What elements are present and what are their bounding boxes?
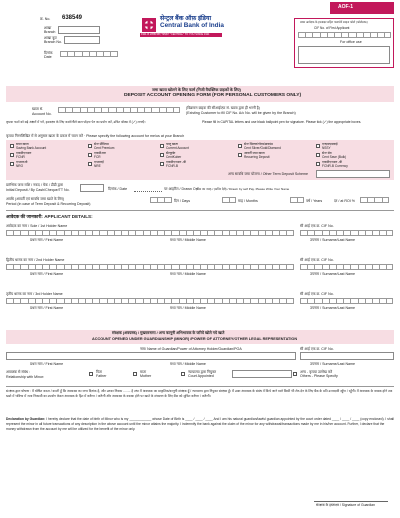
account-type-checkbox[interactable]	[88, 144, 92, 148]
holder-name-label: द्वितीय धारक का नाम / 2nd Holder Name	[6, 258, 65, 262]
account-type-checkbox[interactable]	[316, 144, 320, 148]
branch-code-label: Branch No.	[44, 40, 62, 44]
account-type-label: बचत खाता Saving Bank Account	[16, 142, 47, 150]
years-label: वर्ष / Years	[306, 199, 323, 203]
bank-name-hi: सेन्ट्रल बैंक ऑफ़ इंडिया	[160, 15, 212, 22]
account-type-checkbox[interactable]	[238, 153, 242, 157]
holder-name-input[interactable]	[6, 264, 294, 270]
holder-name-input[interactable]	[6, 298, 294, 304]
initial-deposit-label-hi: प्रारंभिक जमा राशि / नकद / चेक / डीडी द्वारा	[6, 183, 63, 187]
guardian-first-label: प्रथम नाम / First Name	[30, 362, 64, 366]
form-title-hi: जमा खाता खोलने के लिए फार्म (निजी वैयक्तिक ग्राहकों के लिए)	[152, 87, 241, 92]
holder-first-name-label: प्रथम नाम / First Name	[30, 272, 64, 276]
drawn-on-bank-label: (बैंक का नाम) / (सविर देशे) / Drawn by self Pay. Please Write Your Name	[196, 187, 290, 191]
branch-code-input[interactable]	[64, 36, 100, 44]
holder-cif-input[interactable]	[300, 298, 393, 304]
guardian-middle-label: मध्य नाम / Middle Name	[170, 362, 206, 366]
guardian-name-label: नाम/ Name of Guardian/Power of Attorney Holder/Guardian/POA	[140, 347, 242, 351]
holder-surname-label: उपनाम / Surname/Last Name	[310, 272, 356, 276]
account-type-checkbox[interactable]	[10, 162, 14, 166]
account-type-checkbox[interactable]	[10, 153, 14, 157]
account-type-checkbox[interactable]	[238, 144, 242, 148]
holder-cif-label: सी आई एफ क्र. CIF No.	[300, 258, 334, 262]
photo-box-label-hi: प्रथम आवेदक के हस्ताक्षर सहित पासपोर्ट साइज फोटो (फोटोग्राफ)	[300, 20, 368, 24]
guardian-name-input[interactable]	[6, 352, 296, 360]
account-type-label: एफसीएनआर FCNR	[16, 151, 32, 159]
account-type-label: सेन्ट प्रीमियम Cent Premium	[94, 142, 115, 150]
account-type-checkbox[interactable]	[160, 144, 164, 148]
relation-option-label: पिता Father	[96, 370, 107, 379]
office-use-box[interactable]	[298, 46, 390, 64]
instructions-hi: कृपया फार्म को बड़े अक्षरों में भरें, हस्ताक्षर के लिए काले/नीले बाल पॉइन्ट पेन का प्रयोग करें, उचित बॉक्स में (✓) लगाएँ।	[6, 120, 146, 124]
relation-label-hi: अवयस्क से संबंध :	[6, 370, 31, 374]
serial-prefix: क्र. No.	[40, 17, 51, 21]
relation-option-label: न्यायालय द्वारा नियुक्त Court Appointed	[188, 370, 216, 379]
date-input[interactable]	[60, 51, 118, 57]
holder-cif-label: सी आई एफ क्र. CIF No.	[300, 224, 334, 228]
holder-middle-name-label: मध्य नाम / Middle Name	[170, 306, 206, 310]
account-type-checkbox[interactable]	[88, 162, 92, 166]
declaration-hi: संरक्षक द्वारा घोषणा : मैं घोषित करता / करती हूँ कि अवयस्क का जन्म दिनांक है, और उनका निवास ........ है तथा मैं अवयस्क का प्राकृतिक/कानूनी संरक्षक हूँ / न्यायालय द्वारा नियुक्त संरक्षक हूँ। मैं उक्त अवयस्क के संबंध में किये जाने वाले किसी भी लेन-देन के लिए बैंक के प्रति उत्तरदायी रहूँगा / रहूँगी। मैं अवयस्क के वयस्क होने तक खाते में भविष्य में जमा निकासी का उपयोग केवल अवयस्क के हित में करूँगा / करूँगी और अवयस्क के वयस्क होने पर खाते के संचालन के लिए बैंक को सूचित करूँगा / करूँगी।	[6, 389, 393, 398]
date-label: Date	[44, 55, 52, 59]
divider	[6, 210, 394, 211]
initial-amount-input[interactable]	[80, 184, 104, 192]
other-deposit-label: अन्य सावधि जमा योजना / Other Term Deposit Scheme	[228, 172, 309, 176]
form-code: AOF-1	[338, 4, 353, 10]
form-title: DEPOSIT ACCOUNT OPENING FORM (FOR PERSONAL CUSTOMERS ONLY)	[124, 93, 302, 98]
account-type-label: एफसीएनआर -बी FCNR-B	[166, 160, 186, 168]
account-type-label: एफसीआर FCR	[94, 151, 106, 159]
guardian-surname-label: उपनाम / Surname/Last Name	[310, 362, 356, 366]
deposit-date-label: दिनांक / Date	[108, 187, 128, 191]
account-select-label: कृपया निम्नलिखित में से अनुसार खाता के प्रकार में चयन करें · Please specify the following account for me/us at your Branch	[6, 134, 185, 138]
office-use-label: For office use	[340, 40, 362, 44]
guardian-heading: ACCOUNT OPENED UNDER GUARDIANSHIP (MINOR) /POWER OF ATTORNEY/OTHER LEGAL REPRESENTATION	[92, 337, 298, 341]
relation-checkbox[interactable]	[89, 372, 93, 376]
account-type-label: चालू खाता Current Account	[166, 142, 189, 150]
account-type-checkbox[interactable]	[160, 162, 164, 166]
branch-label: Branch	[44, 30, 56, 34]
account-type-checkbox[interactable]	[160, 153, 164, 157]
account-type-label: एनएसएसवाई NSSY	[322, 142, 338, 150]
account-type-label: आवर्ती जमा खाता Recurring Deposit	[244, 151, 270, 159]
account-type-label: सेंटकुबेर CentKuber	[166, 151, 182, 159]
holder-cif-label: सी आई एफ क्र. CIF No.	[300, 292, 334, 296]
holder-middle-name-label: मध्य नाम / Middle Name	[170, 272, 206, 276]
rate-label: दर / at ROI %	[334, 199, 355, 203]
years-input[interactable]	[290, 197, 304, 203]
signature-line[interactable]	[314, 501, 388, 502]
holder-name-label: आवेदक का नाम / Sole / 1st Holder Name	[6, 224, 68, 228]
relation-checkbox[interactable]	[293, 372, 297, 376]
relation-other-input[interactable]	[232, 370, 292, 378]
days-label: दिन / Days	[174, 199, 191, 203]
account-no-note-hi: (विद्यमान ग्राहक की सीआईएफ सं. खाता द्वारा ही भरनी है)	[186, 106, 260, 110]
cif-input[interactable]	[298, 32, 391, 38]
bank-name: Central Bank of India	[160, 22, 224, 29]
relation-checkbox[interactable]	[133, 372, 137, 376]
holder-surname-label: उपनाम / Surname/Last Name	[310, 238, 356, 242]
rate-input[interactable]	[360, 197, 389, 203]
other-deposit-input[interactable]	[316, 170, 390, 178]
relation-option-label: माता Mother	[140, 370, 152, 379]
guardian-heading-hi: संरक्षक (अवयस्क) / मुख्तारनामा / अन्य कानूनी अभिभावक के जरिये खोले गये खाते	[112, 331, 225, 335]
deposit-date-line[interactable]	[134, 191, 162, 192]
serial-number: 638549	[62, 15, 83, 21]
account-type-label: एनआरओ NRO	[16, 160, 28, 168]
account-no-note: (Existing Customer to fill CIF No. A/c No. will be given by the Branch)	[186, 111, 296, 115]
account-type-label: एफसीएनआर -बी FCNR-B Currency	[322, 160, 348, 168]
signature-label: संरक्षक के हस्ताक्षर / Signature of Guardian	[316, 503, 375, 507]
holder-cif-input[interactable]	[300, 230, 393, 236]
period-label: Period (in case of Term Deposit & Recurring Deposit)	[6, 202, 91, 206]
account-no-label-hi: खाता सं.	[32, 107, 44, 111]
months-label: माह / Months	[238, 199, 258, 203]
account-type-label: सेन्ट सेव Cent Save (Bulk)	[322, 151, 347, 159]
instructions: Please fill in CAPITAL letters and use black ballpoint pen for signature. Please tick (✓) the appropriate boxes.	[202, 120, 362, 124]
holder-middle-name-label: मध्य नाम / Middle Name	[170, 238, 206, 242]
account-type-checkbox[interactable]	[10, 144, 14, 148]
months-input[interactable]	[222, 197, 236, 203]
drawn-on-label: पर आहरित / Drawn On	[164, 187, 198, 191]
relation-label: Relationship with Minor:	[6, 375, 45, 379]
holder-name-input[interactable]	[6, 230, 294, 236]
branch-input[interactable]	[58, 26, 100, 34]
account-type-checkbox[interactable]	[316, 153, 320, 157]
holder-surname-label: उपनाम / Surname/Last Name	[310, 306, 356, 310]
account-type-checkbox[interactable]	[316, 162, 320, 166]
account-no-input[interactable]	[58, 107, 180, 113]
date-label-hi: दिनांक	[44, 51, 53, 55]
period-label-hi: अवधि (आवर्ती एवं सावधि जमा खाते के लिए)	[6, 197, 65, 201]
declaration-text: Declaration by Guardian: I hereby declare that the date of birth of Minor who is my ____________ whose Date of Birth is ____ / ____ / ____ And I am his natural guardian/lawful guardian appointed by the court order dated ____ / ____ / ____ (copy enclosed). I shall represent the minor in all future transactions of any description in the above account until the minor attains the majority. I indemnify the bank against the claim of the minor for any withdrawal/transactions made by me in his/her account. Further, I declare that the money withdrawn from the account by me will be utilized for the benefit of the minor only.	[6, 417, 395, 431]
account-type-label: एनआरई NRE	[94, 160, 104, 168]
holder-first-name-label: प्रथम नाम / First Name	[30, 238, 64, 242]
holder-first-name-label: प्रथम नाम / First Name	[30, 306, 64, 310]
guardian-cif-label: सी आई एफ क्र. CIF No.	[300, 347, 334, 351]
holder-cif-input[interactable]	[300, 264, 393, 270]
relation-option-label: अन्य - कृपया उल्लेख करें Others - Please Specify	[300, 370, 338, 379]
days-input[interactable]	[150, 197, 172, 203]
holder-name-label: तृतीय धारक का नाम / 3rd Holder Name	[6, 292, 63, 296]
bank-tagline: 1911 से आपके लिए "केन्द्रित" "CENTRAL" TO YOU SINCE 1911	[141, 33, 210, 36]
relation-checkbox[interactable]	[181, 372, 185, 376]
applicant-heading: आवेदक की जानकारी: APPLICANT DETAILS:	[6, 214, 93, 219]
photo-box-label: CIF No. of First Applicant	[314, 26, 350, 30]
bank-logo-icon	[142, 18, 156, 32]
account-type-label: सेन्ट सिल्वर/गोल्ड/डायमंड Cent Silver/Gold/Diamond	[244, 142, 281, 150]
branch-code-label-hi: शाखा कूट	[44, 36, 57, 40]
guardian-cif-input[interactable]	[300, 352, 394, 360]
branch-label-hi: शाखा	[44, 26, 52, 30]
initial-deposit-label: Initial Deposit / By Cash/Cheque/TT No.	[6, 188, 70, 192]
account-no-label: Account No.	[32, 112, 52, 116]
account-type-checkbox[interactable]	[88, 153, 92, 157]
divider	[6, 386, 394, 387]
